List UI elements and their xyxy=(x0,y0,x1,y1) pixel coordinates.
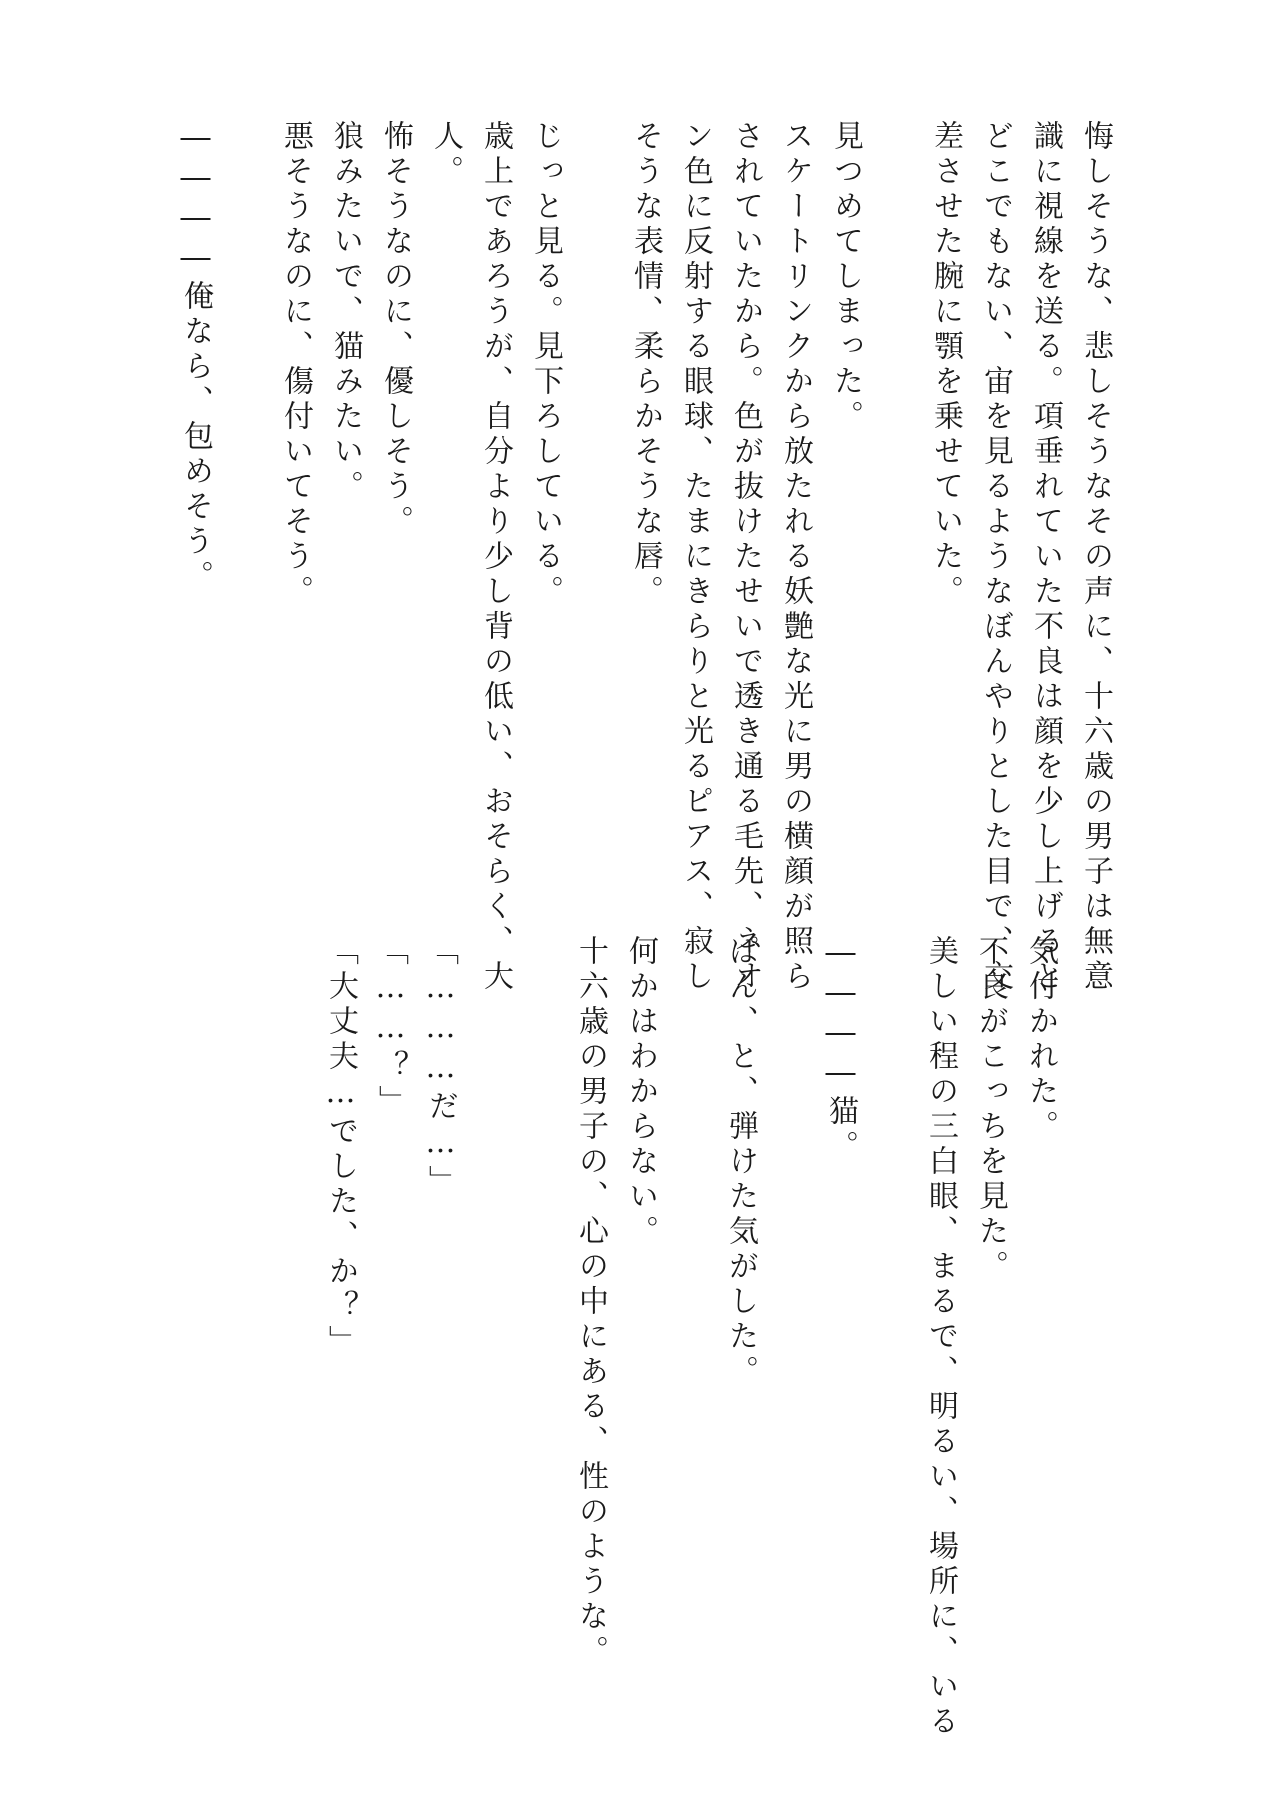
text-line: どこでもない、宙を見るようなぼんやりとした目で、交 xyxy=(978,120,1013,995)
text-line: 狼みたいで、猫みたい。 xyxy=(328,120,363,505)
text-line: 差させた腕に顎を乗せていた。 xyxy=(928,120,963,610)
blank-line xyxy=(865,935,915,1635)
blank-line xyxy=(465,935,515,1635)
text-line: スケートリンクから放たれる妖艶な光に男の横顔が照ら xyxy=(778,120,813,995)
upper-text-block xyxy=(170,120,1120,995)
blank-line xyxy=(665,935,715,1635)
text-line: ン色に反射する眼球、たまにきらりと光るピアス、寂し xyxy=(678,120,713,995)
blank-line xyxy=(515,935,565,1635)
text-line: 怖そうなのに、優しそう。 xyxy=(378,120,413,540)
text-line: 見つめてしまった。 xyxy=(828,120,863,435)
text-line: 美しい程の三白眼、まるで、明るい、場所に、いる xyxy=(923,935,958,1740)
text-line: ――――俺なら、包めそう。 xyxy=(178,120,213,595)
text-line: 気付かれた。 xyxy=(1023,935,1058,1145)
text-line: じっと見る。見下ろしている。 xyxy=(528,120,563,610)
blank-line xyxy=(220,120,270,880)
text-line: 悪そうなのに、傷付いてそう。 xyxy=(278,120,313,610)
text-line: 「大丈夫…でした、か？」 xyxy=(323,935,358,1360)
lower-text-block xyxy=(315,935,1065,1740)
text-line: 不良がこっちを見た。 xyxy=(973,935,1008,1285)
blank-line xyxy=(570,120,620,880)
text-line: 十六歳の男子の、心の中にある、性のような。 xyxy=(573,935,608,1670)
text-line: 識に視線を送る。項垂れていた不良は顔を少し上げると xyxy=(1028,120,1063,995)
text-line: 「………だ…」 xyxy=(423,935,458,1200)
text-line: ――――猫。 xyxy=(823,935,858,1165)
text-line: ぱん、と、弾けた気がした。 xyxy=(723,935,758,1390)
text-line: 人。 xyxy=(428,120,463,190)
blank-line xyxy=(870,120,920,880)
blank-line xyxy=(765,935,815,1635)
text-line: されていたから。色が抜けたせいで透き通る毛先、ネオ xyxy=(728,120,763,995)
text-line: 歳上であろうが、自分より少し背の低い、おそらく、大 xyxy=(478,120,513,995)
text-line: そうな表情、柔らかそうな唇。 xyxy=(628,120,663,610)
text-line: 悔しそうな、悲しそうなその声に、十六歳の男子は無意 xyxy=(1078,120,1113,995)
text-line: 「……？」 xyxy=(373,935,408,1120)
text-line: 何かはわからない。 xyxy=(623,935,658,1250)
